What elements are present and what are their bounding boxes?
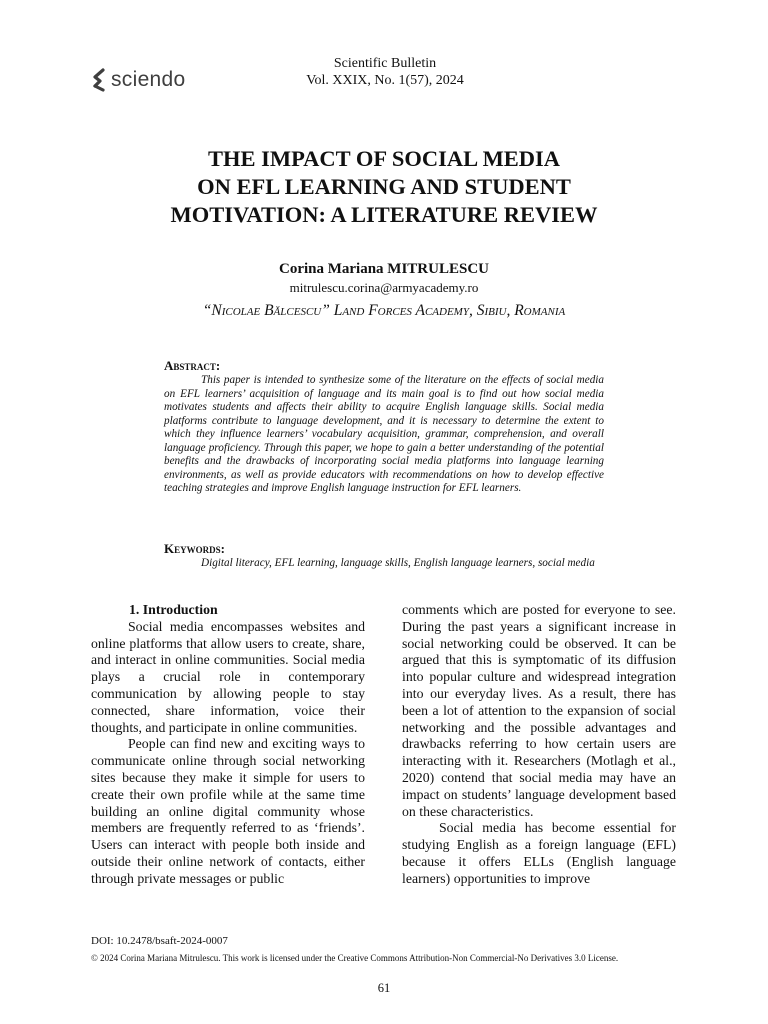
- bulletin-name: Scientific Bulletin: [333, 56, 437, 71]
- section-heading: 1. Introduction: [129, 602, 218, 617]
- paper-title: [84, 145, 684, 229]
- author-name: Corina Mariana MITRULESCU: [278, 261, 489, 277]
- abstract-text: This paper is intended to synthesize some of the literature on the effects of social media on EFL learners’ acquisition of language and its main goal is to find out how social media motivates students and affects their ability to acquire English language skills. Social media platforms contribute to language development, and it is necessary to determine the extent to which they influence learners’ vocabulary acquisition, grammar, comprehension, and overall language proficiency. Through this paper, we hope to gain a better understanding of the potential benefits and the drawbacks of incorporating social media platforms into language learning environments, as well as provide educators with recommendations on how to develop effective teaching strategies and improve English language instruction for EFL learners.: [164, 374, 604, 494]
- doi: DOI: 10.2478/bsaft-2024-0007: [91, 935, 228, 947]
- right-column: [402, 602, 676, 888]
- page-number: 61: [377, 981, 391, 995]
- body-paragraph: comments which are posted for everyone to see. During the past years a significant increase in social networking could be observed. It can be argued that this is symptomatic of its diffusion into popular culture and widespread integration into our everyday lives. As a result, there has been a lot of attention to the expansion of social networking and the possible advantages and drawbacks referring to how certain users are interacting with it. Researchers (Motlagh et al., 2020) contend that social media may have an impact on students’ language development based on these characteristics.: [402, 602, 676, 819]
- author-email: mitrulescu.corina@armyacademy.ro: [289, 280, 479, 295]
- left-column: [91, 602, 365, 888]
- title-line-1: THE IMPACT OF SOCIAL MEDIA: [207, 146, 561, 171]
- keywords-text: Digital literacy, EFL learning, language skills, English language learners, social media: [201, 557, 595, 569]
- license-notice: © 2024 Corina Mariana Mitrulescu. This work is licensed under the Creative Commons Attribution-Non Commercial-No Derivatives 3.0 License.: [91, 953, 619, 963]
- affiliation-text: “Nicolae Bălcescu” Land Forces Academy, Sibiu, Romania: [202, 302, 566, 319]
- logo-text: sciendo: [111, 68, 186, 91]
- journal-header: [290, 55, 480, 89]
- keywords-heading: Keywords:: [164, 541, 225, 556]
- abstract-heading: Abstract:: [164, 358, 221, 373]
- title-line-2: ON EFL LEARNING AND STUDENT: [197, 174, 571, 199]
- body-paragraph: Social media encompasses websites and online platforms that allow users to create, share, and interact in online communities. Social media plays a crucial role in contemporary communication by allowing people to stay connected, share information, voice their thoughts, and participate in online communities.: [91, 618, 365, 735]
- sciendo-logo-icon: [92, 68, 106, 92]
- author-affiliation: [84, 302, 684, 320]
- title-line-3: MOTIVATION: A LITERATURE REVIEW: [170, 202, 598, 227]
- bulletin-volume: Vol. XXIX, No. 1(57), 2024: [306, 73, 464, 88]
- body-paragraph: People can find new and exciting ways to communicate online through social networking sites because they make it simple for users to create their own profile while at the same time building an online digital community whose members are frequently referred to as ‘friends’. Users can interact with people both inside and outside their online network of contacts, either through private messages or public: [91, 736, 365, 886]
- sciendo-logo: [92, 68, 185, 92]
- body-paragraph: Social media has become essential for studying English as a foreign language (EFL) because it offers ELLs (English language learners) opportunities to improve: [402, 820, 676, 886]
